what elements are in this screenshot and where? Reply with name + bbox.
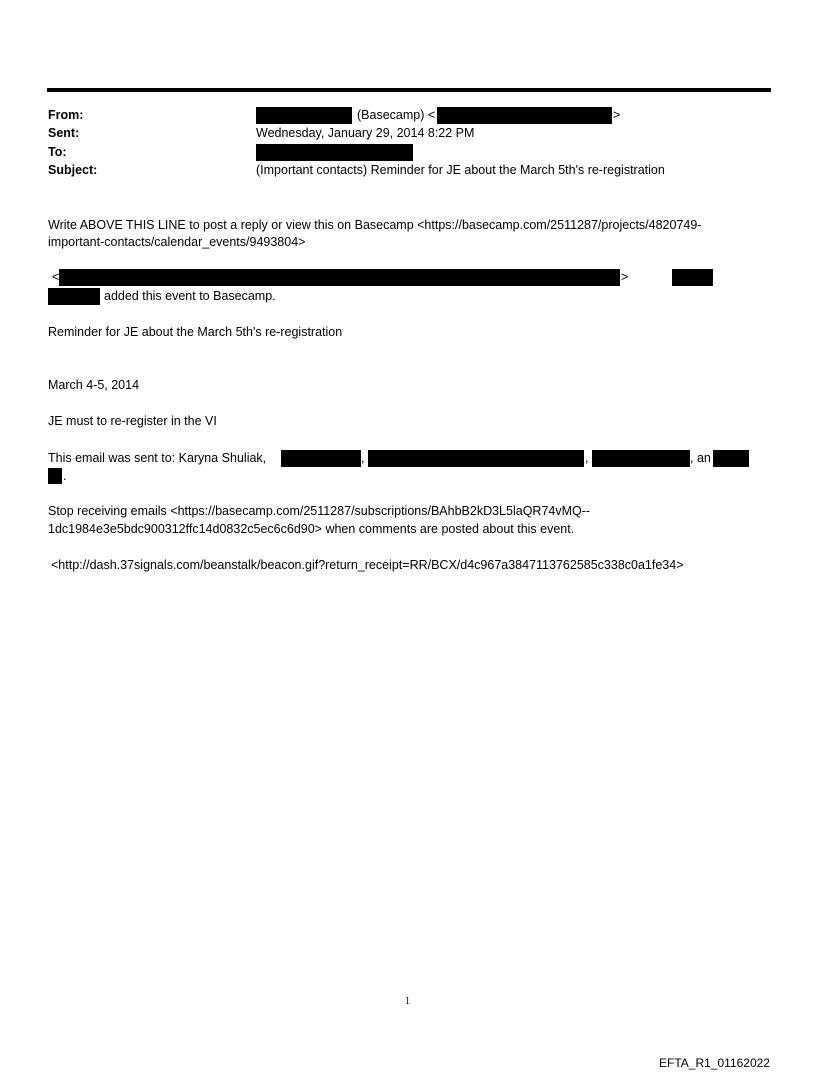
redaction-recipient-2	[368, 450, 584, 467]
redaction-to	[256, 144, 413, 161]
from-basecamp-text: (Basecamp) <	[357, 108, 436, 122]
redaction-recipient-4a	[713, 450, 749, 467]
from-close-bracket: >	[613, 108, 621, 122]
event-dates: March 4-5, 2014	[48, 378, 140, 392]
recipient-comma-1: ,	[361, 451, 365, 465]
link-close-bracket: >	[621, 270, 629, 284]
page-number: 1	[405, 996, 410, 1007]
header-rule	[47, 88, 771, 92]
redaction-link	[59, 269, 620, 286]
redaction-recipient-3	[592, 450, 690, 467]
stop-receiving-line-1: Stop receiving emails <https://basecamp.com/2511287/subscriptions/BAhbB2kD3L5laQR74vMQ--	[48, 504, 591, 518]
beacon-link: <http://dash.37signals.com/beanstalk/beacon.gif?return_receipt=RR/BCX/d4c967a3847113762585c338c0a1fe34>	[51, 558, 684, 572]
redaction-recipient-1	[281, 450, 361, 467]
redaction-name-part-2	[48, 288, 100, 305]
subject-label: Subject:	[48, 163, 98, 177]
from-label: From:	[48, 108, 84, 122]
sent-value: Wednesday, January 29, 2014 8:22 PM	[256, 126, 475, 140]
sent-to-prefix: This email was sent to: Karyna Shuliak,	[48, 451, 267, 465]
write-above-line-1: Write ABOVE THIS LINE to post a reply or view this on Basecamp <https://basecamp.com/2511287/projects/4820749-	[48, 218, 702, 232]
recipient-period: .	[63, 469, 67, 483]
write-above-line-2: important-contacts/calendar_events/9493804>	[48, 235, 306, 249]
redaction-from-name	[256, 107, 352, 124]
added-event-text: added this event to Basecamp.	[104, 289, 276, 303]
recipient-comma-2: ,	[585, 451, 589, 465]
recipient-and-text: , an	[690, 451, 711, 465]
event-note: JE must to re-register in the VI	[48, 414, 217, 428]
redaction-recipient-4b	[48, 468, 62, 484]
to-label: To:	[48, 145, 67, 159]
stop-receiving-line-2: 1dc1984e3e5bdc900312ffc14d0832c5ec6c6d90> when comments are posted about this event.	[48, 522, 575, 536]
bates-number: EFTA_R1_01162022	[659, 1056, 770, 1070]
sent-label: Sent:	[48, 126, 80, 140]
event-title: Reminder for JE about the March 5th's re-registration	[48, 325, 343, 339]
link-open-bracket: <	[52, 270, 60, 284]
subject-value: (Important contacts) Reminder for JE about the March 5th's re-registration	[256, 163, 665, 177]
redaction-from-email	[437, 107, 612, 124]
redaction-name-part-1	[672, 269, 713, 286]
